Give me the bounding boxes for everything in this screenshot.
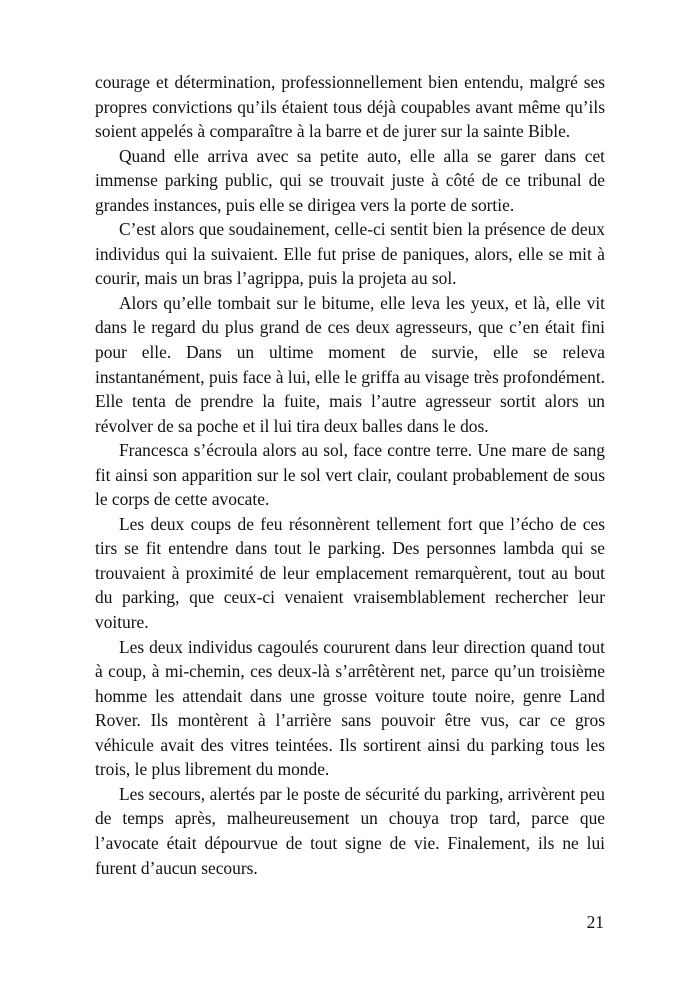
paragraph-continuation: courage et détermination, professionnellement bien entendu, malgré ses propres convictions qu’ils étaient tous déjà coupables avant même qu’ils soient appelés à comparaître à la barre et de jurer sur la sainte Bible. bbox=[95, 72, 605, 142]
paragraph: Les deux individus cagoulés coururent dans leur direction quand tout à coup, à mi-chemin, ces deux-là s’arrêtèrent net, parce qu’un troisième homme les attendait dans une grosse voiture toute noire, genre Land Rover. Ils montèrent à l’arrière sans pouvoir être vus, car ce gros véhicule avait des vitres teintées. Ils sortirent ainsi du parking tous les trois, le plus librement du monde. bbox=[95, 636, 605, 780]
paragraph: C’est alors que soudainement, celle-ci sentit bien la présence de deux individus qui la suivaient. Elle fut prise de paniques, alors, elle se mit à courir, mais un bras l’agrippa, puis la projeta au sol. bbox=[95, 219, 605, 289]
page-body bbox=[95, 70, 605, 880]
paragraph: Alors qu’elle tombait sur le bitume, elle leva les yeux, et là, elle vit dans le regard du plus grand de ces deux agresseurs, que c’en était fini pour elle. Dans un ultime moment de survie, elle se releva instantanément, puis face à lui, elle le griffa au visage très profondément. Elle tenta de prendre la fuite, mais l’autre agresseur sortit alors un révolver de sa poche et il lui tira deux balles dans le dos. bbox=[95, 292, 605, 436]
paragraph: Francesca s’écroula alors au sol, face contre terre. Une mare de sang fit ainsi son apparition sur le sol vert clair, coulant probablement de sous le corps de cette avocate. bbox=[95, 440, 605, 510]
paragraph: Quand elle arriva avec sa petite auto, elle alla se garer dans cet immense parking public, qui se trouvait juste à côté de ce tribunal de grandes instances, puis elle se dirigea vers la porte de sortie. bbox=[95, 145, 605, 215]
paragraph: Les deux coups de feu résonnèrent tellement fort que l’écho de ces tirs se fit entendre dans tout le parking. Des personnes lambda qui se trouvaient à proximité de leur emplacement remarquèrent, tout au bout du parking, que ceux-ci venaient vraisemblablement rechercher leur voiture. bbox=[95, 513, 605, 633]
page-number: 21 bbox=[586, 912, 604, 932]
paragraph: Les secours, alertés par le poste de sécurité du parking, arrivèrent peu de temps après, malheureusement un chouya trop tard, parce que l’avocate était dépourvue de tout signe de vie. Finalement, ils ne lui furent d’aucun secours. bbox=[95, 783, 605, 878]
